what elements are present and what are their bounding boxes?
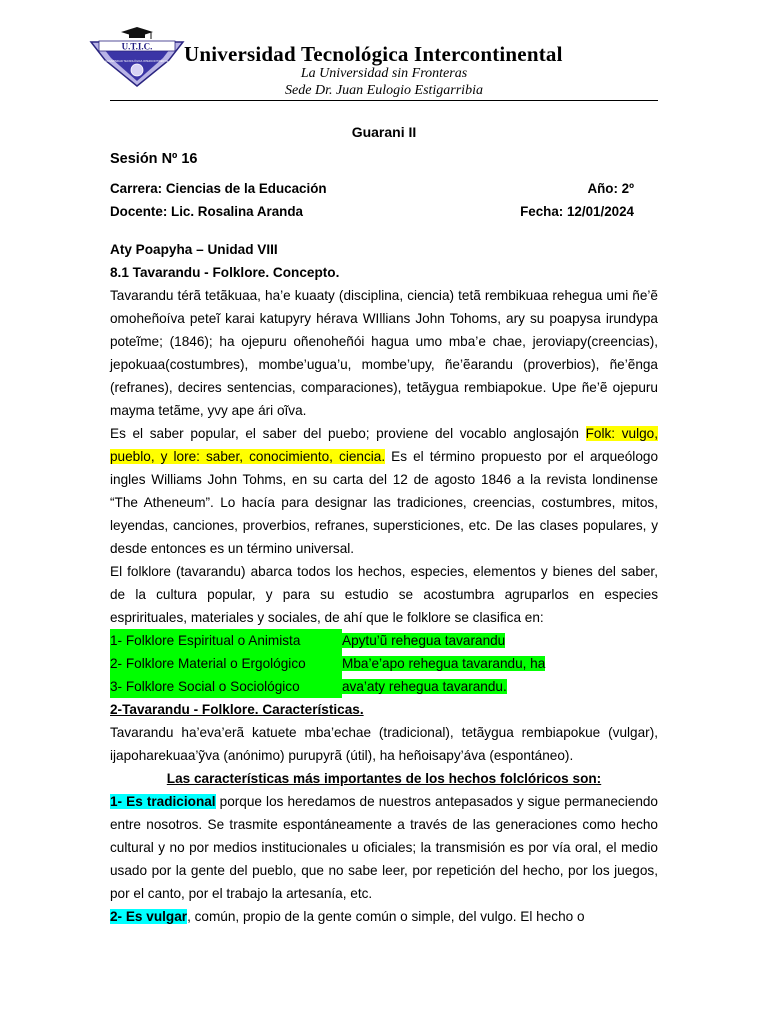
paragraph-guarani-definition: Tavarandu térã tetãkuaa, ha’e kuaaty (disciplina, ciencia) tetã rembikuaa rehegua umi ñe’ẽ omoheñoíva peteĩ karai katupyry hérava WIllians John Tohoms, ary su poapysa irundypa poteĩme; (1846); ha ojepuru oñenoheñói hagua umo mba’e chae, jeroviapy(creencias), jepokuaa(costumbres), mombe’ugua’u, mombe’upy, ñe’ẽarandu (proverbios), ñe’ẽnga (refranes), decires sentencias, comparaciones), tetãygua rembiapokue. Upe ñe’ẽ ojepuru mayma tetãme, yvy ape ári oĩva. — [110, 288, 658, 418]
teacher: Docente: Lic. Rosalina Aranda — [110, 204, 303, 219]
text-vulgar: , común, propio de la gente común o simple, del vulgo. El hecho o — [187, 909, 585, 924]
logo-subtext: UNIVERSIDAD TECNOLÓGICA INTERCONTINENTAL — [105, 60, 169, 63]
course-title: Guarani II — [351, 124, 417, 140]
class-es-2: 2- Folklore Material o Ergológico — [110, 652, 342, 675]
class-gn-2: Mba’e’apo rehegua tavarandu, ha — [342, 656, 546, 671]
paragraph-spanish-definition — [110, 422, 658, 560]
career-row — [110, 177, 658, 200]
paragraph-vulgar — [110, 905, 658, 928]
class-row-2 — [110, 652, 658, 675]
session-number: Sesión Nº 16 — [110, 151, 198, 167]
year: Año: 2º — [587, 181, 634, 196]
header-divider — [110, 100, 658, 101]
date: Fecha: 12/01/2024 — [520, 204, 634, 219]
class-gn-1: Apytu’ũ rehegua tavarandu — [342, 633, 506, 648]
section-heading-concept: 8.1 Tavarandu - Folklore. Concepto. — [110, 265, 340, 280]
highlight-folk-lore: Folk: vulgo, pueblo, y lore: saber, conocimiento, ciencia. — [110, 426, 658, 464]
class-row-3 — [110, 675, 658, 698]
paragraph-traditional — [110, 790, 658, 905]
paragraph-characteristics-guarani: Tavarandu ha’eva’erã katuete mba’echae (tradicional), tetãygua rembiapokue (vulgar), ijapoharekuaa’ỹva (anónimo) purupyrã (útil), ha heñoisapy’áva (espontáneo). — [110, 725, 658, 763]
university-name: Universidad Tecnológica Intercontinental — [184, 42, 563, 66]
teacher-row — [110, 200, 658, 223]
document-body — [110, 124, 658, 928]
text-traditional: porque los heredamos de nuestros antepasados y sigue permaneciendo entre nosotros. Se trasmite espontáneamente a través de las generaciones como hecho cultural y no por medios institucionales u oficiales; la transmisión es por vía oral, el medio usado por la gente del pueblo, que no sabe leer, por repetición del hecho, por los juegos, por el canto, por el trabajo la artesanía, etc. — [110, 794, 658, 901]
paragraph-classification: El folklore (tavarandu) abarca todos los hechos, especies, elementos y bienes del saber, de la cultura popular, y para su estudio se acostumbra agruparlos en especies esprirituales, materiales y sociales, de ahí que le folklore se clasifica en: — [110, 564, 658, 625]
characteristics-subtitle: Las características más importantes de los hechos folclóricos son: — [166, 771, 602, 786]
logo-text: U.T.I.C. — [121, 41, 153, 52]
unit-heading: Aty Poapyha – Unidad VIII — [110, 242, 278, 257]
label-traditional: 1- Es tradicional — [110, 794, 216, 809]
career: Carrera: Ciencias de la Educación — [110, 181, 327, 196]
class-row-1 — [110, 629, 658, 652]
class-es-1: 1- Folklore Espiritual o Animista — [110, 629, 342, 652]
university-motto: La Universidad sin Fronteras — [300, 66, 468, 81]
class-es-3: 3- Folklore Social o Sociológico — [110, 675, 342, 698]
p2-text-b: Es el término propuesto por el arqueólogo ingles Williams John Tohms, en su carta del 12 de agosto 1846 a la revista londinense “The Atheneum”. Lo hacía para designar las tradiciones, creencias, costumbres, mitos, leyendas, canciones, proverbios, refranes, supersticiones, etc. De las clases populares, y desde entonces es un término universal. — [110, 449, 659, 556]
campus-name: Sede Dr. Juan Eulogio Estigarribia — [285, 83, 483, 98]
section-heading-characteristics: 2-Tavarandu - Folklore. Características. — [110, 702, 364, 717]
p2-text-a: Es el saber popular, el saber del puebo; proviene del vocablo anglosajón — [110, 426, 586, 441]
class-gn-3: ava’aty rehegua tavarandu. — [342, 679, 507, 694]
label-vulgar: 2- Es vulgar — [110, 909, 188, 924]
